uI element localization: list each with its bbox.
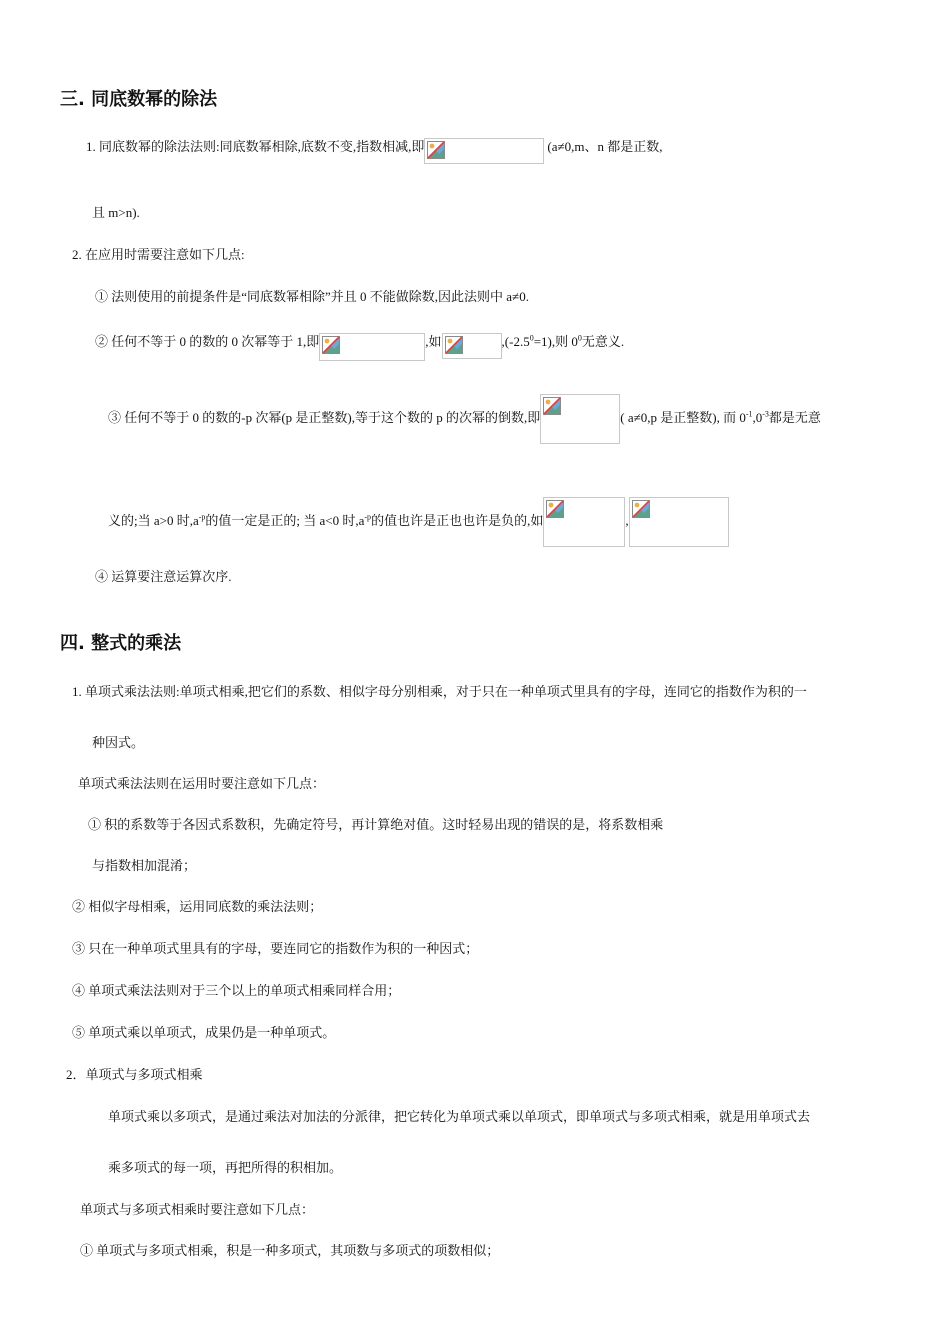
superscript: -3	[762, 409, 769, 419]
list-item: ④ 单项式乘法法则对于三个以上的单项式相乘同样合用；	[72, 983, 401, 998]
text: =1),则 0	[533, 334, 578, 349]
paragraph: 单项式乘法法则在运用时要注意如下几点：	[78, 776, 326, 791]
section-heading: 三. 同底数幂的除法	[60, 89, 218, 110]
list-item: ⑤ 单项式乘以单项式，成果仍是一种单项式。	[72, 1025, 336, 1040]
paragraph: 单项式乘以多项式，是通过乘法对加法的分派律，把它转化为单项式乘以单项式，即单项式与多项式相乘，就是用单项式去	[108, 1109, 811, 1124]
paragraph: 2. 在应用时需要注意如下几点:	[72, 247, 245, 262]
superscript: -1	[745, 409, 753, 419]
paragraph: 种因式。	[92, 735, 145, 750]
text: 义的;当 a>0 时,a	[108, 513, 199, 528]
list-item: ① 法则使用的前提条件是“同底数幂相除”并且 0 不能做除数,因此法则中 a≠0.	[95, 289, 529, 304]
paragraph: 且 m>n).	[92, 205, 140, 220]
broken-image-icon	[632, 500, 650, 518]
text: ② 任何不等于 0 的数的 0 次幂等于 1,即	[95, 334, 320, 349]
paragraph: 2．单项式与多项式相乘	[66, 1067, 203, 1082]
formula-image	[319, 333, 425, 361]
text: 都是无意	[768, 410, 821, 425]
paragraph: 1. 单项式乘法法则:单项式相乘,把它们的系数、相似字母分别相乘，对于只在一种单项式里具有的字母，连同它的指数作为积的一	[72, 684, 807, 699]
broken-image-icon	[427, 141, 445, 159]
text: ,0	[752, 410, 763, 425]
superscript: 0	[529, 333, 534, 343]
text: 无意义.	[581, 334, 625, 349]
list-item: ① 单项式与多项式相乘，积是一种多项式，其项数与多项式的项数相似；	[80, 1243, 500, 1258]
text: ,(-2.5	[501, 334, 530, 349]
broken-image-icon	[445, 336, 463, 354]
superscript: 0	[577, 333, 582, 343]
superscript: -p	[364, 512, 372, 522]
text: 1. 同底数幂的除法法则:同底数幂相除,底数不变,指数相减,即	[86, 139, 425, 154]
paragraph	[86, 138, 662, 164]
broken-image-icon	[543, 397, 561, 415]
formula-image	[424, 138, 544, 164]
list-item: ④ 运算要注意运算次序.	[95, 569, 232, 584]
text: 的值一定是正的; 当 a<0 时,a	[205, 513, 365, 528]
formula-image	[540, 394, 620, 444]
paragraph: 乘多项式的每一项，再把所得的积相加。	[108, 1160, 343, 1175]
broken-image-icon	[546, 500, 564, 518]
list-item	[108, 497, 729, 547]
paragraph: 单项式与多项式相乘时要注意如下几点：	[80, 1202, 315, 1217]
formula-image	[629, 497, 729, 547]
text: 的值也许是正也也许是负的,如	[371, 513, 544, 528]
list-item	[108, 394, 821, 444]
text: (a≠0,m、n 都是正数,	[547, 139, 663, 154]
text: ,如	[425, 334, 442, 349]
list-item: ① 积的系数等于各因式系数积，先确定符号，再计算绝对值。这时轻易出现的错误的是，将系数相乘	[88, 817, 664, 832]
formula-image	[543, 497, 625, 547]
formula-image	[442, 333, 502, 359]
list-item: ② 相似字母相乘，运用同底数的乘法法则；	[72, 899, 323, 914]
text: ( a≠0,p 是正整数), 而 0	[620, 410, 746, 425]
broken-image-icon	[322, 336, 340, 354]
text: ,	[625, 513, 629, 528]
list-item: 与指数相加混淆；	[92, 858, 197, 873]
text: ③ 任何不等于 0 的数的-p 次幂(p 是正整数),等于这个数的 p 的次幂的倒数,即	[108, 410, 541, 425]
list-item: ③ 只在一种单项式里具有的字母，要连同它的指数作为积的一种因式；	[72, 941, 479, 956]
superscript: -p	[198, 512, 206, 522]
section-heading: 四. 整式的乘法	[60, 633, 182, 654]
list-item	[95, 333, 624, 361]
